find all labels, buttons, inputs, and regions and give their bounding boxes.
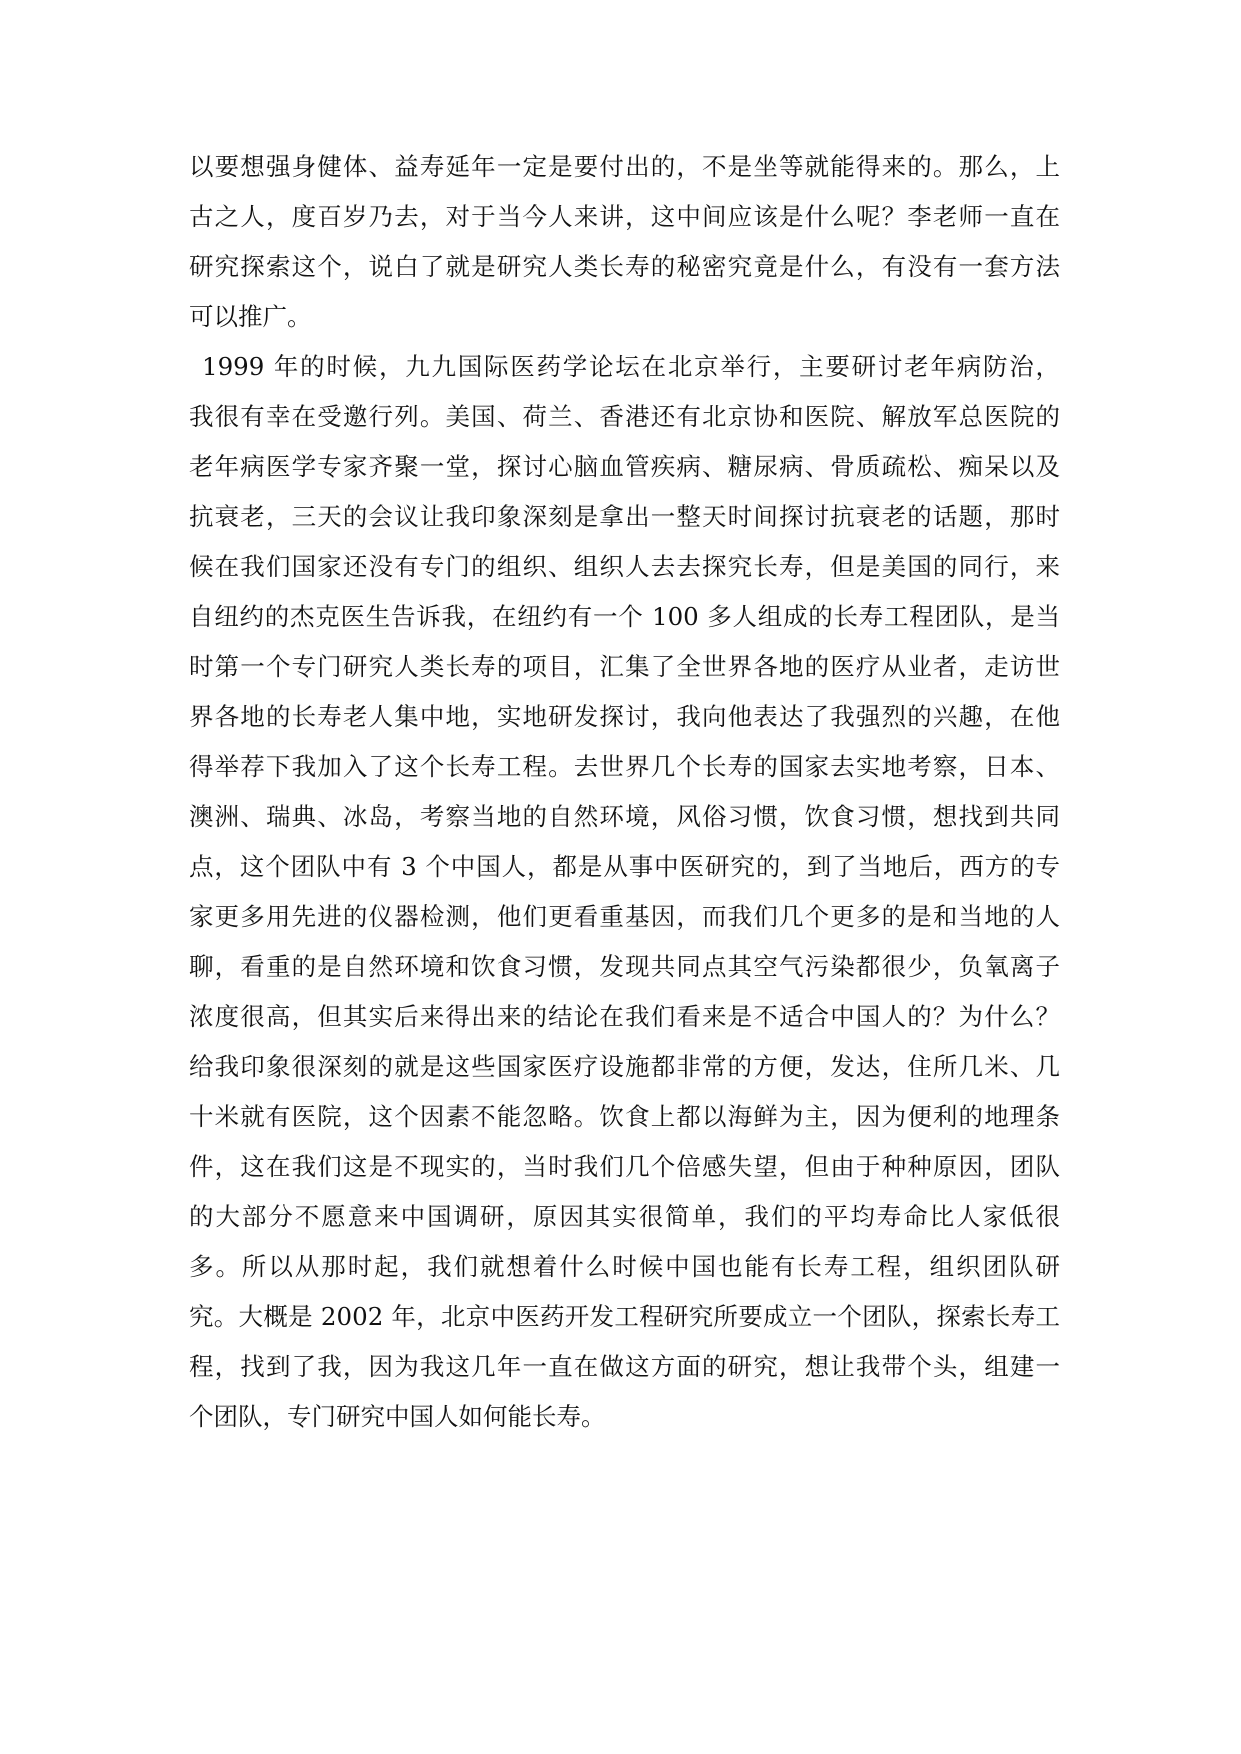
text-line: 的大部分不愿意来中国调研，原因其实很简单，我们的平均寿命比人家低很 [189, 1202, 1060, 1231]
text-line: 聊，看重的是自然环境和饮食习惯，发现共同点其空气污染都很少，负氧离子 [189, 952, 1060, 981]
text-line: 研究探索这个，说白了就是研究人类长寿的秘密究竟是什么，有没有一套方法 [189, 252, 1060, 281]
text-line: 多。所以从那时起，我们就想着什么时候中国也能有长寿工程，组织团队研 [189, 1252, 1060, 1281]
text-line: 十米就有医院，这个因素不能忽略。饮食上都以海鲜为主，因为便利的地理条 [189, 1102, 1060, 1131]
text-line: 家更多用先进的仪器检测，他们更看重基因，而我们几个更多的是和当地的人 [189, 902, 1060, 931]
text-line: 给我印象很深刻的就是这些国家医疗设施都非常的方便，发达，住所几米、几 [189, 1052, 1060, 1081]
text-line: 时第一个专门研究人类长寿的项目，汇集了全世界各地的医疗从业者，走访世 [189, 652, 1060, 681]
text-line: 程，找到了我，因为我这几年一直在做这方面的研究，想让我带个头，组建一 [189, 1352, 1060, 1381]
text-line: 得举荐下我加入了这个长寿工程。去世界几个长寿的国家去实地考察，日本、 [189, 752, 1060, 781]
text-line: 以要想强身健体、益寿延年一定是要付出的，不是坐等就能得来的。那么，上 [189, 152, 1060, 181]
text-line: 澳洲、瑞典、冰岛，考察当地的自然环境，风俗习惯，饮食习惯，想找到共同 [189, 802, 1060, 831]
text-line: 古之人，度百岁乃去，对于当今人来讲，这中间应该是什么呢？李老师一直在 [189, 202, 1060, 231]
text-line: 1999 年的时候，九九国际医药学论坛在北京举行，主要研讨老年病防治， [202, 352, 1060, 381]
text-line: 点，这个团队中有 3 个中国人，都是从事中医研究的，到了当地后，西方的专 [189, 852, 1060, 881]
text-line: 个团队，专门研究中国人如何能长寿。 [189, 1402, 606, 1431]
text-line: 浓度很高，但其实后来得出来的结论在我们看来是不适合中国人的？为什么？ [189, 1002, 1060, 1031]
text-line: 件，这在我们这是不现实的，当时我们几个倍感失望，但由于种种原因，团队 [189, 1152, 1060, 1181]
text-line: 候在我们国家还没有专门的组织、组织人去去探究长寿，但是美国的同行，来 [189, 552, 1060, 581]
text-line: 自纽约的杰克医生告诉我，在纽约有一个 100 多人组成的长寿工程团队，是当 [189, 602, 1060, 631]
text-line: 究。大概是 2002 年，北京中医药开发工程研究所要成立一个团队，探索长寿工 [189, 1302, 1060, 1331]
text-line: 可以推广。 [189, 302, 312, 331]
text-line: 我很有幸在受邀行列。美国、荷兰、香港还有北京协和医院、解放军总医院的 [189, 402, 1060, 431]
text-line: 抗衰老，三天的会议让我印象深刻是拿出一整天时间探讨抗衰老的话题，那时 [189, 502, 1060, 531]
text-line: 老年病医学专家齐聚一堂，探讨心脑血管疾病、糖尿病、骨质疏松、痴呆以及 [189, 452, 1060, 481]
text-line: 界各地的长寿老人集中地，实地研发探讨，我向他表达了我强烈的兴趣，在他 [189, 702, 1060, 731]
